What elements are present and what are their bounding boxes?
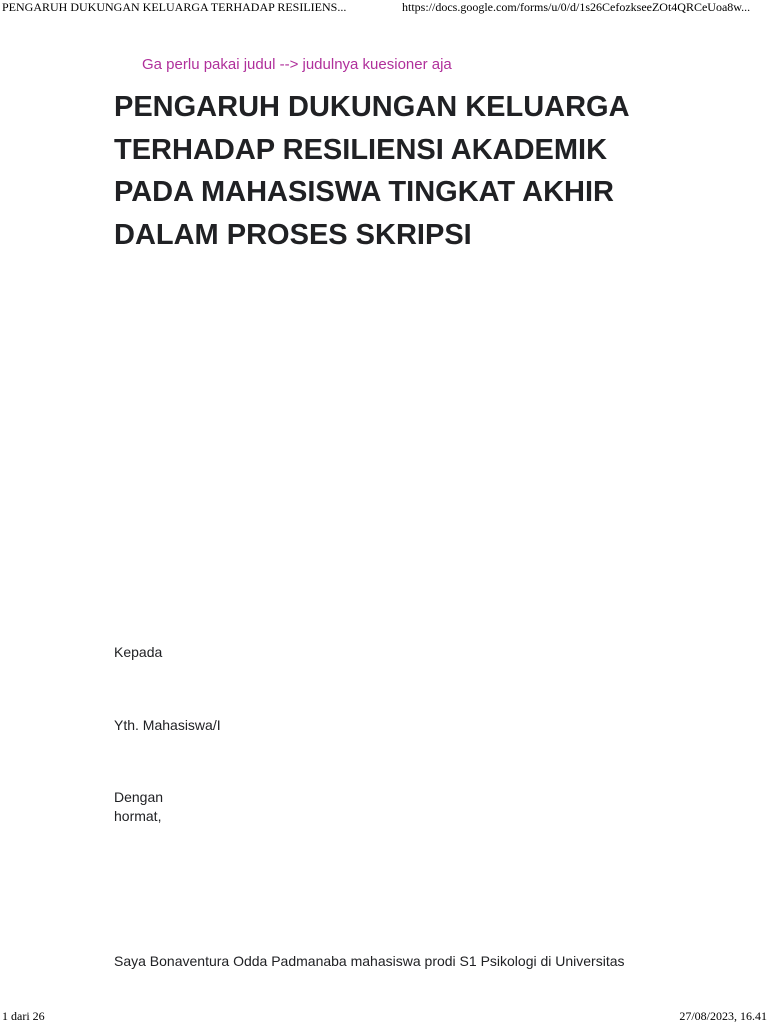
description-hormat: hormat, [114,808,162,824]
form-title-line: PENGARUH DUKUNGAN KELUARGA [114,91,630,123]
form-title-line: DALAM PROSES SKRIPSI [114,218,472,251]
reviewer-note: Ga perlu pakai judul --> judulnya kuesioner aja [142,56,452,73]
print-header-title: PENGARUH DUKUNGAN KELUARGA TERHADAP RESILIENS... [2,0,347,14]
description-yth: Yth. Mahasiswa/I [114,717,221,733]
form-title-line: PADA MAHASISWA TINGKAT AKHIR [114,176,614,208]
form-title-line: TERHADAP RESILIENSI AKADEMIK [114,133,608,166]
description-dengan: Dengan [114,789,164,805]
description-intro: Saya Bonaventura Odda Padmanaba mahasiswa prodi S1 Psikologi di Universitas [114,953,625,969]
description-kepada: Kepada [114,644,163,660]
print-footer-datetime: 27/08/2023, 16.41 [679,1009,767,1023]
print-footer-page-number: 1 dari 26 [2,1009,45,1023]
form-title [114,86,674,256]
print-header-url: https://docs.google.com/forms/u/0/d/1s26CefozkseeZOt4QRCeUoa8w... [402,0,751,14]
